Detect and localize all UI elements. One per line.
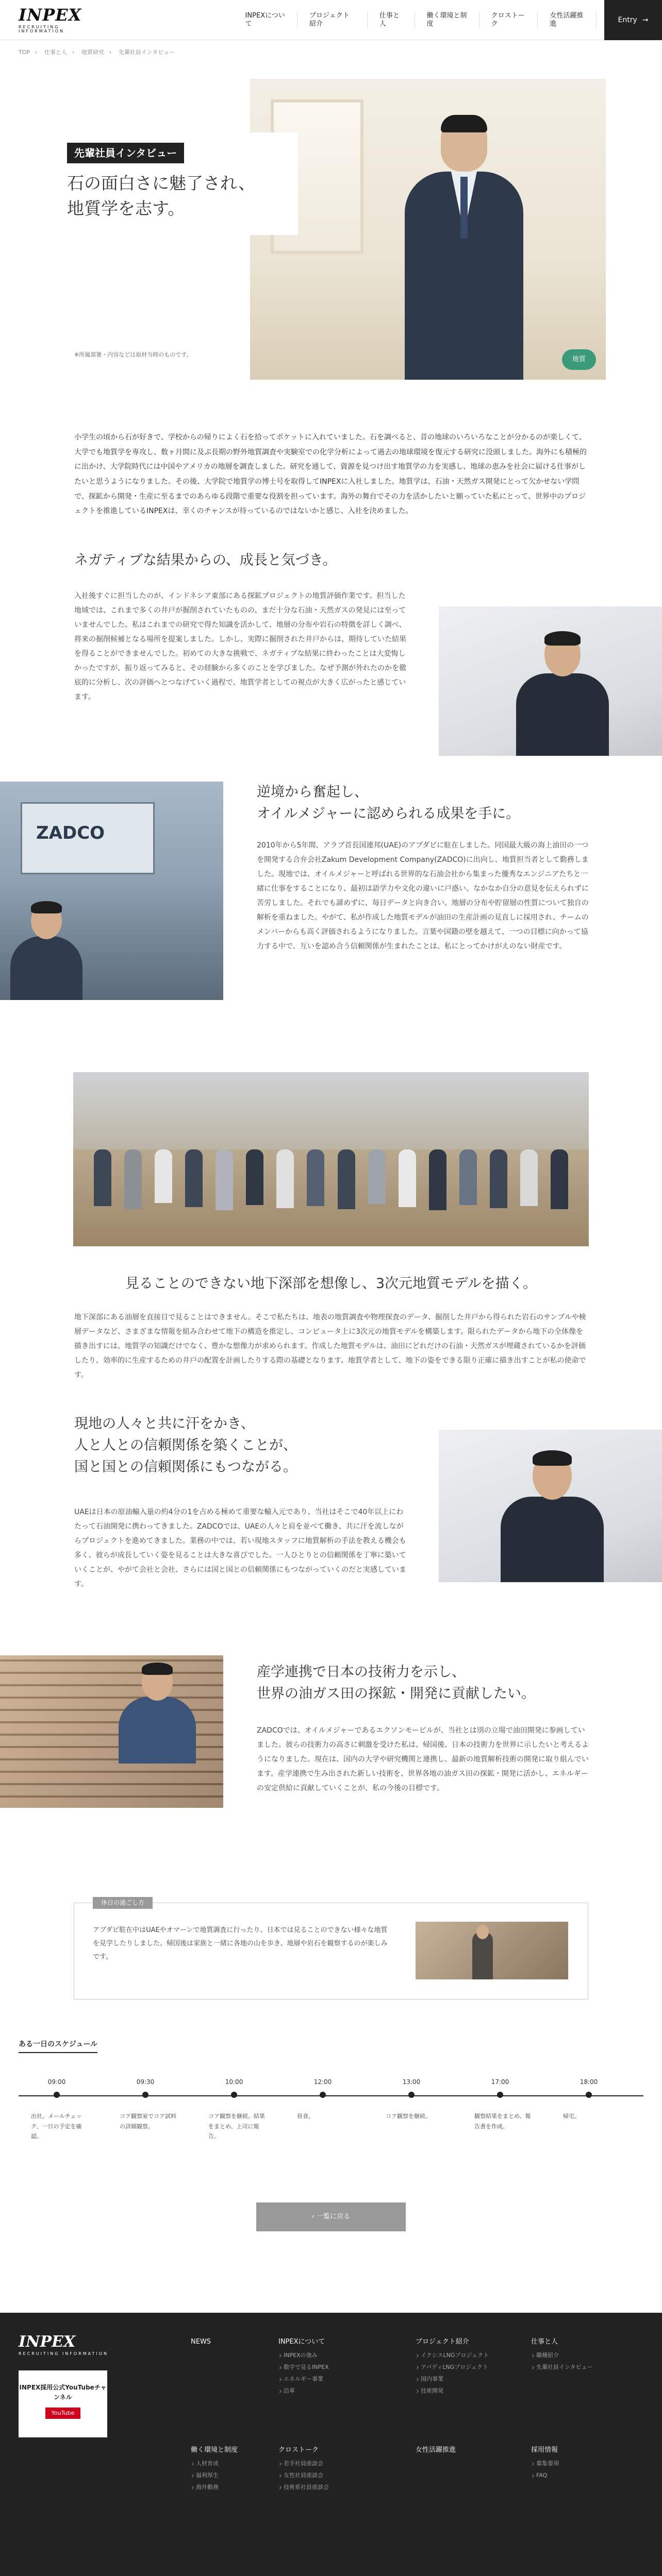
holiday-column-text: アブダビ駐在中はUAEやオマーンで地質調査に行ったり、日本では見ることのできない様々な地質を見学したりしました。帰国後は家族と一緒に各地の山を歩き、地層や岩石を観察するのが楽しみです。	[93, 1926, 388, 1961]
footer-link[interactable]: 若手社員座談会	[278, 2461, 329, 2466]
schedule-item	[469, 2079, 531, 2132]
footer-logo-subtext: RECRUITING INFORMATION	[19, 2351, 109, 2356]
section3-body: 地下深部にある油層を直接目で見ることはできません。そこで私たちは、地表の地質調査や物理探査のデータ、掘削した井戸から得られた岩石のサンプルや検層データなど、さまざまな情報を組み合わせて地下の構造を推定し、コンピュータ上に3次元の地質モデルを構築します。限られたデータから地下の全体像を描き出すには、地質学の知識だけでなく、豊かな想像力が求められます。作成した地質モデルは、油田にどれだけの石油・天然ガスが埋蔵されているかを評価したり、効率的に生産するための井戸の配置を計画したりする際の基礎となります。地質学者として、地下の姿をできる限り正確に描き出すことが私の使命です。	[74, 1313, 586, 1379]
footer-link[interactable]: 職種紹介	[531, 2352, 593, 2358]
schedule-time: 17:00	[491, 2078, 509, 2086]
logo-subtext: RECRUITING INFORMATION	[19, 24, 65, 33]
schedule-dot	[408, 2092, 415, 2098]
nav-item-women[interactable]: 女性活躍推進	[537, 12, 596, 28]
footer-col-head[interactable]: NEWS	[191, 2337, 211, 2346]
footer-link[interactable]: INPEXの強み	[278, 2352, 329, 2358]
footer-col-crosstalk	[278, 2447, 329, 2496]
footer-col-head[interactable]: 仕事と人	[531, 2337, 558, 2346]
hero-title-box	[56, 132, 298, 235]
schedule-item	[203, 2079, 265, 2142]
footer-link[interactable]: 沿革	[278, 2388, 329, 2394]
holiday-column-label: 休日の過ごし方	[93, 1897, 153, 1909]
daily-schedule	[0, 2038, 662, 2197]
section-adversity	[0, 782, 662, 1060]
breadcrumb-item-work[interactable]: 仕事と人	[44, 49, 67, 56]
footer-link[interactable]: エネルギー事業	[278, 2376, 329, 2382]
breadcrumb-item-category[interactable]: 地質研究	[81, 49, 104, 56]
section2-title	[257, 782, 587, 825]
schedule-title: ある一日のスケジュール	[19, 2038, 97, 2054]
schedule-time: 12:00	[313, 2078, 332, 2086]
footer-col-about	[278, 2338, 329, 2400]
section4-body: UAEは日本の原油輸入量の約4分の1を占める極めて重要な輸入元であり、当社はそこで40年以上にわたって石油開発に携わってきました。ZADCOでは、UAEの人々と肩を並べて働き、共に汗を流しながらプロジェクトを進めてきました。業務の中では、若い現地スタッフに地質解析の手法を教える機会も多く、彼らが成長していく姿を見ることは大きな喜びでした。一人ひとりとの信頼関係を丁寧に築いていくことが、やがて会社と会社、さらには国と国との信頼関係にもつながっていくのだと実感しています。	[74, 1507, 406, 1588]
schedule-item	[292, 2079, 354, 2122]
footer-link[interactable]: 技術系社員座談会	[278, 2484, 329, 2490]
site-header	[0, 0, 662, 40]
footer-link[interactable]: FAQ	[531, 2472, 559, 2478]
schedule-time: 09:00	[47, 2078, 66, 2086]
section5-title	[257, 1662, 587, 1705]
schedule-desc: コア観察室でコア試料の詳細観察。	[120, 2112, 176, 2130]
holiday-column	[74, 1899, 588, 1999]
section5-title-line1: 産学連携で日本の技術力を示し、	[257, 1664, 466, 1680]
section5-body: ZADCOでは、オイルメジャーであるエクソンモービルが、当社とは別の立場で油田開発に参画していました。彼らの技術力の高さに刺激を受けた私は、帰国後、日本の技術力を世界に示したいと考えるようになりました。現在は、国内の大学や研究機関と連携し、最新の地質解析技術の開発に取り組んでいます。産学連携で生み出された新しい技術を、世界各地の油ガス田の探鉱・開発に活かし、エネルギーの安定供給に貢献していくことが、私の今後の目標です。	[257, 1726, 589, 1792]
footer-link[interactable]: 数字で見るINPEX	[278, 2364, 329, 2370]
breadcrumb-item-top[interactable]: TOP	[19, 49, 30, 56]
section5-title-line2: 世界の油ガス田の探鉱・開発に貢献したい。	[257, 1685, 535, 1702]
hero-caption: ※所属部署・内容などは取材当時のものです。	[74, 351, 192, 358]
footer-link[interactable]: 海外勤務	[191, 2484, 238, 2490]
nav-item-work-people[interactable]: 仕事と人	[367, 12, 415, 28]
footer-col-recruit	[531, 2447, 559, 2484]
arrow-right-icon: →	[642, 15, 649, 24]
logo[interactable]	[19, 7, 101, 33]
footer-col-head[interactable]: 女性活躍推進	[416, 2446, 456, 2454]
page-title	[67, 171, 287, 222]
schedule-desc: コア観察を継続。	[386, 2112, 431, 2120]
footer-col-work	[531, 2338, 593, 2376]
schedule-desc: 帰宅。	[563, 2112, 580, 2120]
footer-col-head[interactable]: INPEXについて	[278, 2337, 325, 2346]
schedule-dot	[231, 2092, 237, 2098]
footer-col-head[interactable]: 採用情報	[531, 2446, 558, 2454]
holiday-column-photo	[416, 1922, 568, 1979]
footer-link[interactable]: アバディLNGプロジェクト	[416, 2364, 489, 2370]
youtube-button[interactable]: YouTube	[45, 2408, 81, 2419]
section4-title	[74, 1413, 384, 1478]
chevron-left-icon: ‹	[311, 2212, 315, 2221]
youtube-banner-title: INPEX採用公式YouTubeチャンネル	[19, 2383, 107, 2401]
schedule-desc: コア観察を継続。結果をまとめ、上司に報告。	[208, 2112, 265, 2140]
page-title-line2: 地質学を志す。	[67, 198, 185, 219]
back-to-list-button[interactable]	[256, 2202, 406, 2231]
global-nav	[234, 12, 643, 28]
nav-item-about[interactable]: INPEXについて	[245, 11, 285, 28]
schedule-item	[558, 2079, 620, 2122]
footer-col-women	[416, 2447, 456, 2461]
footer-logo[interactable]	[19, 2334, 108, 2356]
section-negative-results	[0, 550, 662, 761]
hero-label: 先輩社員インタビュー	[67, 143, 184, 163]
footer-link[interactable]: イクシスLNGプロジェクト	[416, 2352, 489, 2358]
section2-body: 2010年から5年間、アラブ首長国連邦(UAE)のアブダビに駐在しました。同国最大級の海上油田の一つを開発する合弁会社Zakum Development Company(ZADCO)に出向し、地質担当者として勤務しました。現地では、オイルメジャーと呼ばれる世界的な石油会社から集まった優秀なエンジニアたちと一緒に仕事をすることになり、最初は語学力や文化の違いに戸惑い、なかなか自分の意見を伝えられずに苦労しました。それでも諦めずに、毎日データと向き合い、地層の分布や貯留層の性質について独自の解析を重ねました。やがて、私が作成した地質モデルが油田の生産計画の見直しに採用され、チームのメンバーからも高く評価されるようになりました。言葉や国籍の壁を越えて、一つの目標に向かって協力する中で、互いを認め合う信頼関係が生まれたことは、私にとってかけがえのない財産です。	[257, 841, 589, 951]
hero-photo	[250, 79, 606, 380]
footer-col-head[interactable]: プロジェクト紹介	[416, 2337, 469, 2346]
back-button-wrap	[0, 2202, 662, 2295]
footer-col-environment	[191, 2447, 238, 2496]
footer-link[interactable]: 先輩社員インタビュー	[531, 2364, 593, 2370]
footer-link[interactable]: 国内事業	[416, 2376, 489, 2382]
schedule-dot	[497, 2092, 503, 2098]
section3-title: 見ることのできない地下深部を想像し、3次元地質モデルを描く。	[125, 1276, 537, 1292]
section-trust	[0, 1413, 662, 1635]
section2-photo: ZADCO	[0, 782, 223, 1000]
schedule-item	[114, 2079, 176, 2132]
schedule-dot	[54, 2092, 60, 2098]
footer-col-head[interactable]: クロストーク	[278, 2446, 319, 2454]
schedule-desc: 出社。メールチェック、一日の予定を確認。	[31, 2112, 82, 2140]
section-3d-model	[0, 1273, 662, 1382]
footer-col-projects	[416, 2338, 489, 2400]
lead-text: 小学生の頃から石が好きで、学校からの帰りによく石を拾ってポケットに入れていました。石を調べると、昔の地球のいろいろなことが分かるのが楽しくて、大学でも地質学を専攻し、数ヶ月間に及ぶ長期の野外地質調査や実験室での化学分析によって過去の地球環境を復元する研究に没頭しました。海外にも積極的に出かけ、大学院時代には中国やアメリカの地層を調査しました。研究を通して、資源を見つけ出す地質学の力を実感し、地球の恵みを社会に届ける仕事がしたいと思うようになりました。その後、大学院で地質学の博士号を取得してINPEXに入社しました。地質学は、石油・天然ガス開発にとって欠かせない学問で、探鉱から開発・生産に至るまでのあらゆる段階で重要な役割を担っています。海外の舞台でその力を活かしたいと願っていた私にとって、世界中のプロジェクトを推進しているINPEXは、幸くのチャンスが待っているのではないかと感じ、入社を決めました。	[74, 433, 587, 516]
section2-title-line2: オイルメジャーに認められる成果を手に。	[257, 805, 520, 822]
schedule-item	[26, 2079, 88, 2142]
schedule-dot	[586, 2092, 592, 2098]
section4-title-line1: 現地の人々と共に汗をかき、	[74, 1415, 255, 1432]
section5-photo	[0, 1655, 223, 1808]
site-footer	[0, 2313, 662, 2576]
schedule-time: 13:00	[402, 2078, 421, 2086]
breadcrumb: TOP › 仕事と人 › 地質研究 › 先輩社員インタビュー	[19, 49, 175, 56]
schedule-desc: 観察結果をまとめ、報告書を作成。	[474, 2112, 531, 2130]
schedule-dot	[142, 2092, 148, 2098]
footer-link[interactable]: 技術開発	[416, 2388, 489, 2394]
section4-photo	[439, 1430, 662, 1582]
breadcrumb-item-current: 先輩社員インタビュー	[118, 49, 175, 56]
footer-col-head[interactable]: 働く環境と制度	[191, 2446, 238, 2454]
section2-title-line1: 逆境から奮起し、	[257, 784, 368, 801]
footer-link[interactable]: 女性社員座談会	[278, 2472, 329, 2478]
section1-title: ネガティブな結果からの、成長と気づき。	[74, 552, 337, 569]
nav-item-environment[interactable]: 働く環境と制度	[415, 12, 479, 28]
schedule-time: 09:30	[136, 2078, 155, 2086]
nav-item-projects[interactable]: プロジェクト紹介	[297, 12, 367, 28]
schedule-item	[380, 2079, 442, 2122]
footer-link[interactable]: 福利厚生	[191, 2472, 238, 2478]
hero	[0, 79, 662, 380]
section4-title-line2: 人と人との信頼関係を築くことが、	[74, 1437, 297, 1453]
section1-photo	[439, 606, 662, 756]
logo-text: INPEX	[19, 5, 82, 25]
page-title-line1: 石の面白さに魅了され、	[67, 173, 255, 193]
entry-button[interactable]	[604, 0, 662, 40]
youtube-banner[interactable]	[19, 2370, 107, 2437]
section1-body: 入社後すぐに担当したのが、インドネシア東部にある探鉱プロジェクトの地質評価作業です。担当した地域では、これまで多くの井戸が掘削されていたものの、まだ十分な石油・天然ガスの発見には至っていませんでした。私はこれまでの研究で得た知識を活かして、地層の分布や岩石の特徴を詳しく調べ、将来の掘削候補となる場所を提案しました。しかし、実際に掘削された井戸からは、期待していた結果を得ることができませんでした。初めての大きな挑戦で、ネガティブな結果に終わったことは大変悔しかったですが、振り返ってみると、その経験から多くのことを学びました。なぜ予測が外れたのかを徹底的に分析し、次の評価へとつなげていく過程で、地質学者としての視点が大きく広がったと感じています。	[74, 592, 406, 702]
footer-link[interactable]: 人材育成	[191, 2461, 238, 2466]
category-badge: 地質	[562, 349, 596, 370]
entry-label: Entry	[618, 15, 637, 24]
schedule-dot	[320, 2092, 326, 2098]
footer-col-news	[191, 2338, 211, 2352]
footer-logo-text: INPEX	[19, 2332, 76, 2351]
schedule-time: 18:00	[580, 2078, 598, 2086]
back-button-label: 一覧に戻る	[317, 2212, 351, 2221]
footer-link[interactable]: 募集要項	[531, 2461, 559, 2466]
group-photo	[73, 1072, 589, 1246]
schedule-desc: 昼食。	[297, 2112, 314, 2120]
schedule-time: 10:00	[225, 2078, 243, 2086]
section-industry-academia	[0, 1655, 662, 1903]
section4-title-line3: 国と国との信頼関係にもつながる。	[74, 1459, 297, 1475]
nav-item-crosstalk[interactable]: クロストーク	[479, 12, 538, 28]
